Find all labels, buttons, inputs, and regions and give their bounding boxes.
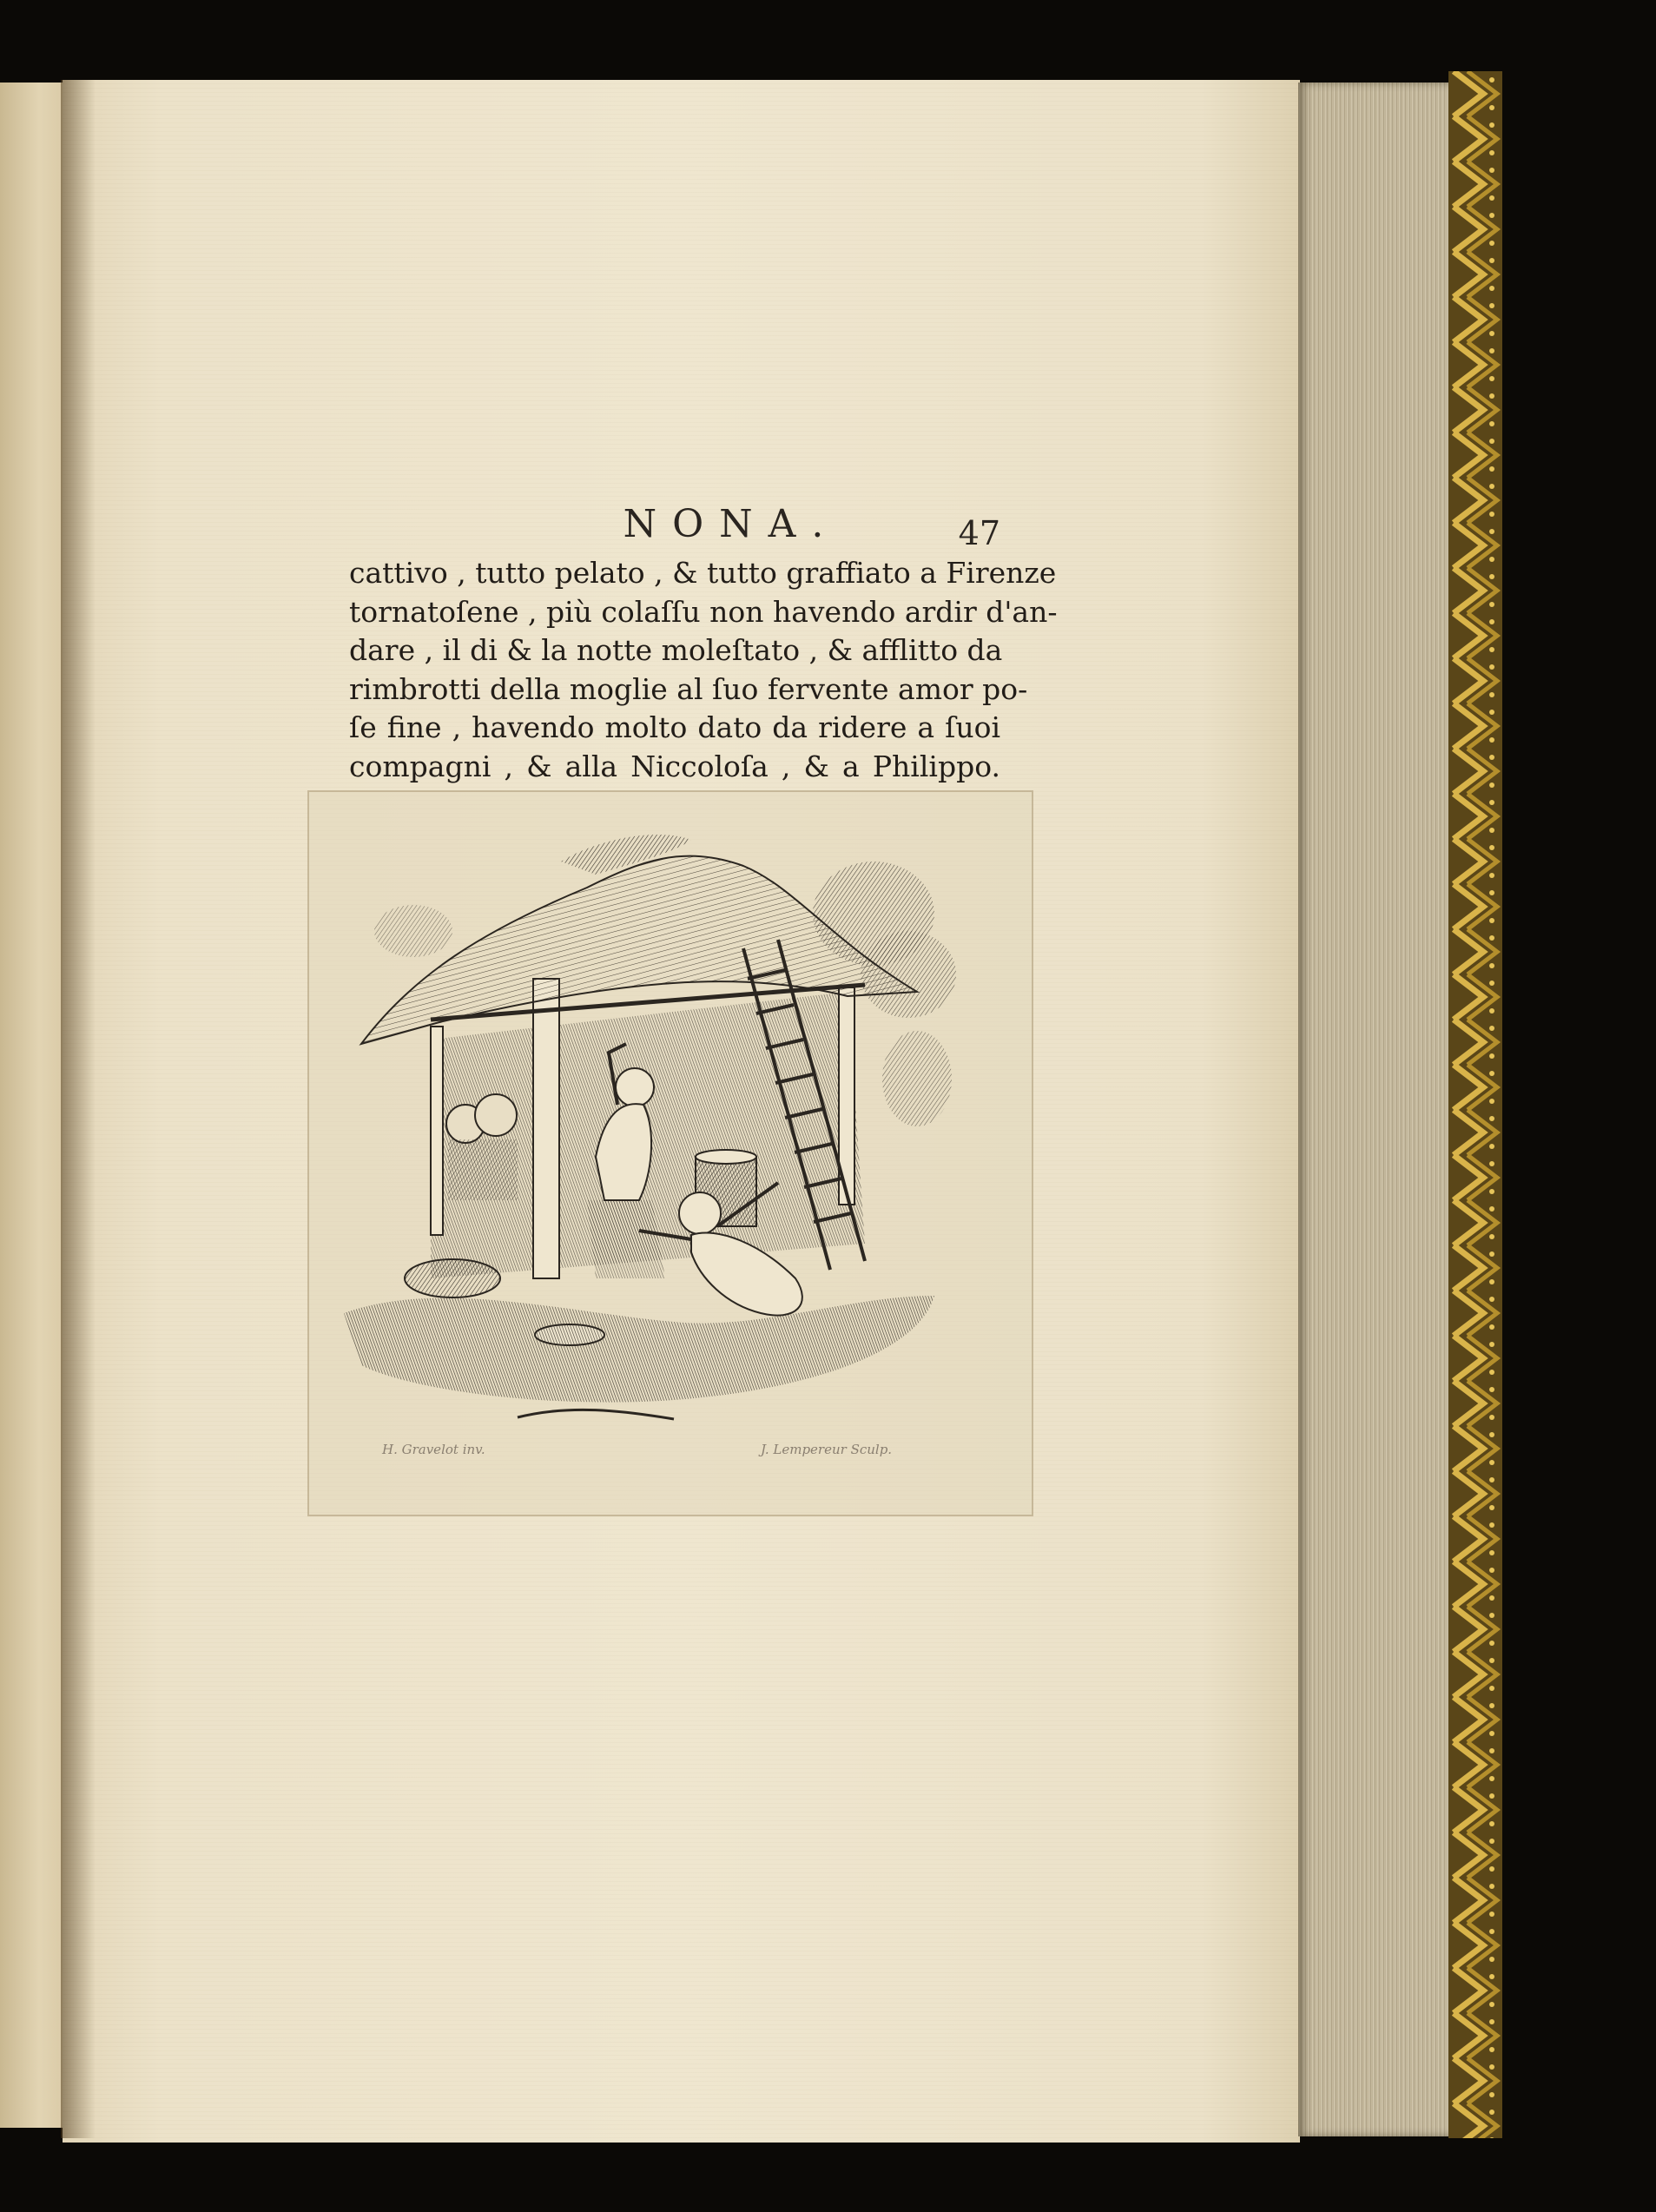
page-number: 47 xyxy=(958,514,1000,552)
gutter-shadow xyxy=(61,80,96,2138)
text-line: cattivo , tutto pelato , & tutto graffiato a Firenze xyxy=(349,556,1057,590)
engraving-signature-artist: H. Gravelot inv. xyxy=(382,1442,485,1457)
text-line: ſe fine , havendo molto dato da ridere a ſuoi xyxy=(349,710,1000,744)
gilt-cover-edge xyxy=(1448,71,1502,2138)
body-text xyxy=(349,554,1058,786)
onlooker-figures xyxy=(446,1094,518,1200)
text-line: tornatoſene , più colaſſu non havendo ardir d'an- xyxy=(349,594,1058,629)
book-page xyxy=(63,80,1300,2143)
engraving-signature-engraver: J. Lempereur Sculp. xyxy=(761,1442,893,1457)
text-line: dare , il di & la notte moleſtato , & afflitto da xyxy=(349,633,1003,667)
page-block-edges xyxy=(1298,83,1450,2136)
text-line: compagni , & alla Niccoloſa , & a Philippo. xyxy=(349,749,1000,783)
running-head: NONA. xyxy=(623,502,840,546)
engraving-illustration xyxy=(309,792,1032,1515)
ground xyxy=(344,1296,934,1419)
text-line: rimbrotti della moglie al ſuo fervente amor po- xyxy=(349,671,1028,706)
engraving-plate xyxy=(307,790,1033,1516)
